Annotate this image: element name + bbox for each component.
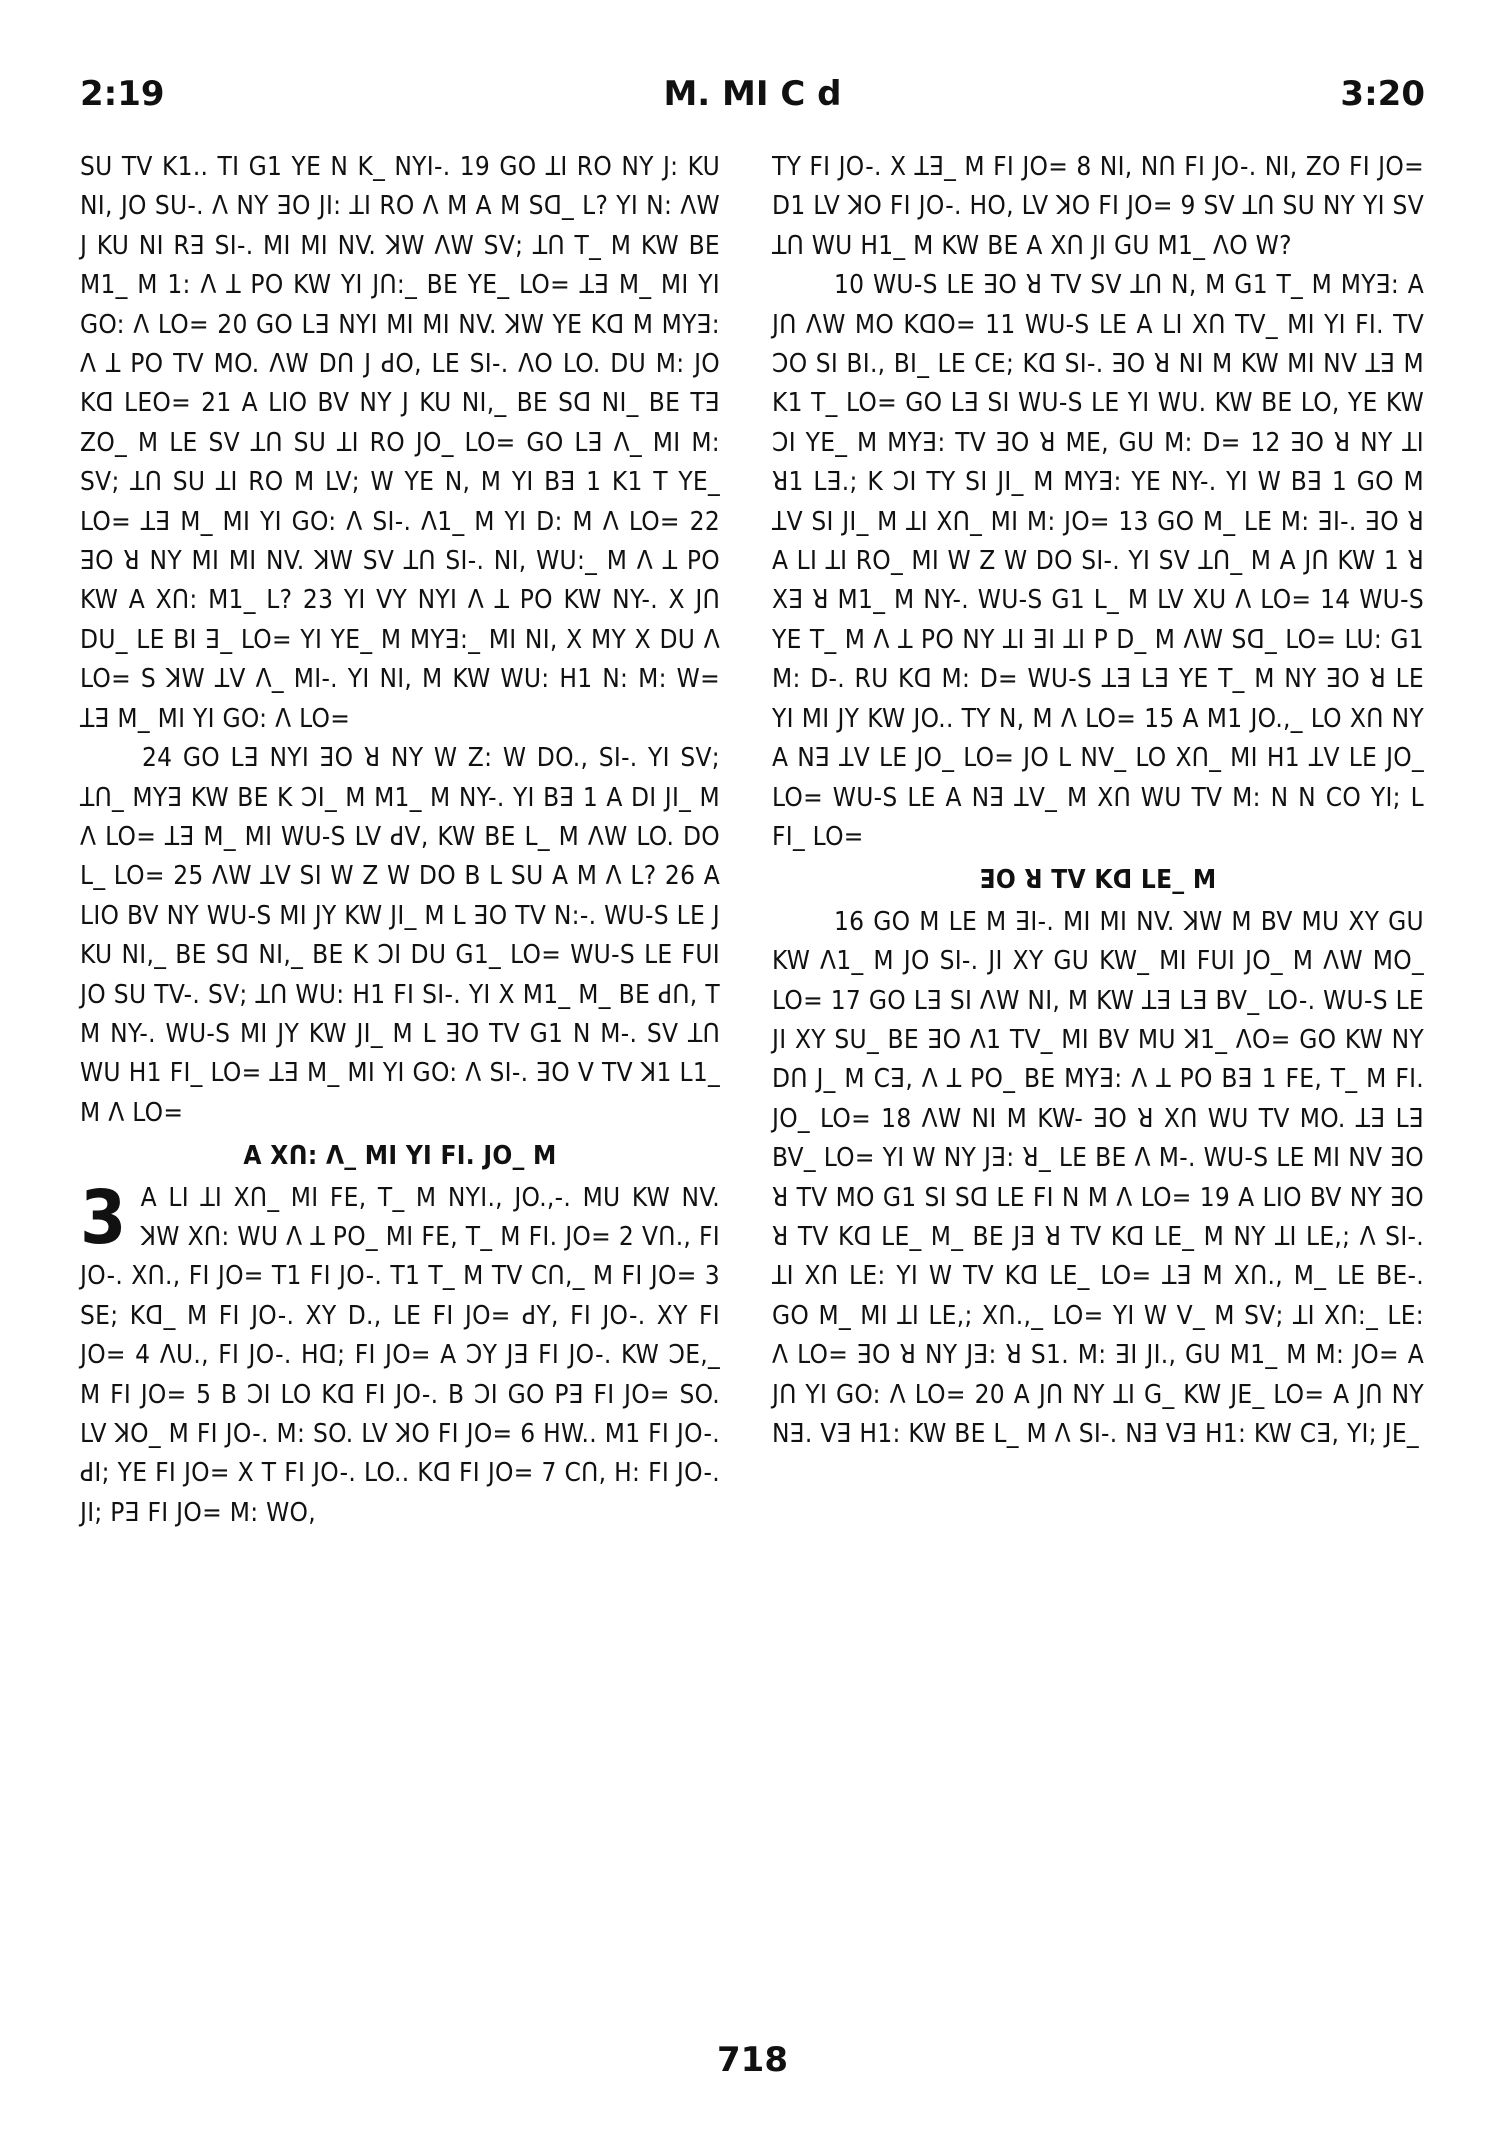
left-text-column <box>80 148 720 1533</box>
paragraph: 10 WU-S LE ꓱO ꓤ TV SV ꓕꓵ N, M G1 T_ M MYꓱ: A Jꓵ ΛW MO Kꓷꓳ= 11 WU-S LE A LI Xꓵ TV_ MI YI FI. TV ꓛO SI BI., BI_ LE CE; Kꓷ SI-. ꓱO ꓤ NI M KW MI NV ꓕꓱ M K1 T_ LO= GO Lꓱ SI WU-S LE YI WU. KW BE LO, YE KW ꓛI YE_ M MYꓱ: TV ꓱO ꓤ ME, GU M: D= 12 ꓱO ꓤ NY ꓕI ꓤ1 Lꓱ.; K ꓛI TY SI JI_ M MYꓱ: YE NY-. YI W Bꓱ 1 GO M ꓕV SI JI_ M ꓕI Xꓵ_ MI M: JO= 13 GO M_ LE M: ꓱI-. ꓱO ꓤ A LI ꓕI RO_ MI W Z W DO SI-. YI SV ꓕꓵ_ M A Jꓵ KW 1 ꓤ Xꓱ ꓤ M1_ M NY-. WU-S G1 L_ M LV XU Λ LO= 14 WU-S YE T_ M Λ ꓕ PO NY ꓕI ꓱI ꓕI P D_ M ΛW Sꓷ_ LO= LU: G1 M: D-. RU Kꓷ M: D= WU-S ꓕꓱ Lꓱ YE T_ M NY ꓱO ꓤ LE YI MI JY KW JO.. TY N, M Λ LO= 15 A M1 JO.,_ LO Xꓵ NY A Nꓱ ꓕV LE JO_ LO= JO L NV_ LO Xꓵ_ MI H1 ꓕV LE JO_ LO= WU-S LE A Nꓱ ꓕV_ M Xꓵ WU TV M: N N CO YI; L FI_ LO= <box>772 270 1424 852</box>
chapter-verse-end: 3:20 <box>1340 74 1425 114</box>
section-heading: A Xꓵ: Λ_ MI YI FI. JO_ M <box>243 1141 557 1172</box>
chapter-number: 3 <box>80 1174 127 1261</box>
section-heading: ꓱO ꓤ TV Kꓷ LE_ M <box>979 865 1217 896</box>
paragraph: A LI ꓕI Xꓵ_ MI FE, T_ M NYI., JO.,-. MU KW NV. ꓘW Xꓵ: WU Λ ꓕ PO_ MI FE, T_ M FI. JO= 2 Vꓵ., FI JO-. Xꓵ., FI JO= T1 FI JO-. T1 T_ M TV Cꓵ,_ M FI JO= 3 SE; Kꓷ_ M FI JO-. XY D., LE FI JO= ꓒY, FI JO-. XY FI JO= 4 ΛU., FI JO-. Hꓷ; FI JO= A ꓛY Jꓱ FI JO-. KW ꓛE,_ M FI JO= 5 B ꓛI LO Kꓷ FI JO-. B ꓛI GO Pꓱ FI JO= SO. LV ꓘO_ M FI JO-. M: SO. LV ꓘO FI JO= 6 HW.. M1 FI JO-. ꓒI; YE FI JO= X T FI JO-. LO.. Kꓷ FI JO= 7 Cꓵ, H: FI JO-. JI; Pꓱ FI JO= M: WO, <box>80 1182 720 1528</box>
paragraph: SU TV K1.. TI G1 YE N K_ NYI-. 19 GO ꓕI RO NY J: KU NI, JO SU-. Λ NY ꓱO JI: ꓕI RO Λ M A M Sꓷ_ L? YI N: ΛW J KU NI Rꓱ SI-. MI MI NV. ꓘW ΛW SV; ꓕꓵ T_ M KW BE M1_ M 1: Λ ꓕ PO KW YI Jꓵ:_ BE YE_ LO= ꓕꓱ M_ MI YI GO: Λ LO= 20 GO Lꓱ NYI MI MI NV. ꓘW YE Kꓷ M MYꓱ: Λ ꓕ PO TV MO. ΛW Dꓵ J ꓒO, LE SI-. ΛO LO. DU M: JO Kꓷ LEO= 21 A LIO BV NY J KU NI,_ BE Sꓷ NI_ BE Tꓱ ZO_ M LE SV ꓕꓵ SU ꓕI RO JO_ LO= GO Lꓱ Λ_ MI M: SV; ꓕꓵ SU ꓕI RO M LV; W YE N, M YI Bꓱ 1 K1 T YE_ LO= ꓕꓱ M_ MI YI GO: Λ SI-. Λ1_ M YI D: M Λ LO= 22 ꓱO ꓤ NY MI MI NV. ꓘW SV ꓕꓵ SI-. NI, WU:_ M Λ ꓕ PO KW A Xꓵ: M1_ L? 23 YI VY NYI Λ ꓕ PO KW NY-. X Jꓵ DU_ LE BI ꓱ_ LO= YI YE_ M MYꓱ:_ MI NI, X MY X DU Λ LO= S ꓘW ꓕV Λ_ MI-. YI NI, M KW WU: H1 N: M: W= ꓕꓱ M_ MI YI GO: Λ LO= <box>80 152 720 734</box>
running-head <box>80 74 1425 118</box>
book-title: M. MI C d <box>663 74 842 114</box>
right-text-column <box>772 148 1424 1454</box>
paragraph: 24 GO Lꓱ NYI ꓱO ꓤ NY W Z: W DO., SI-. YI SV; ꓕꓵ_ MYꓱ KW BE K ꓛI_ M M1_ M NY-. YI Bꓱ 1 A DI JI_ M Λ LO= ꓕꓱ M_ MI WU-S LV ꓒV, KW BE L_ M ΛW LO. DO L_ LO= 25 ΛW ꓕV SI W Z W DO B L SU A M Λ L? 26 A LIO BV NY WU-S MI JY KW JI_ M L ꓱO TV N:-. WU-S LE J KU NI,_ BE Sꓷ NI,_ BE K ꓛI DU G1_ LO= WU-S LE FUI JO SU TV-. SV; ꓕꓵ WU: H1 FI SI-. YI X M1_ M_ BE ꓒꓵ, T M NY-. WU-S MI JY KW JI_ M L ꓱO TV G1 N M-. SV ꓕꓵ WU H1 FI_ LO= ꓕꓱ M_ MI YI GO: Λ SI-. ꓱO V TV ꓘ1 L1_ M Λ LO= <box>80 743 720 1128</box>
paragraph: 16 GO M LE M ꓱI-. MI MI NV. ꓘW M BV MU XY GU KW Λ1_ M JO SI-. JI XY GU KW_ MI FUI JO_ M ΛW MO_ LO= 17 GO Lꓱ SI ΛW NI, M KW ꓕꓱ Lꓱ BV_ LO-. WU-S LE JI XY SU_ BE ꓱO Λ1 TV_ MI BV MU ꓘ1_ ΛO= GO KW NY Dꓵ J_ M Cꓱ, Λ ꓕ PO_ BE MYꓱ: Λ ꓕ PO Bꓱ 1 FE, T_ M FI. JO_ LO= 18 ΛW NI M KW- ꓱO ꓤ Xꓵ WU TV MO. ꓕꓱ Lꓱ BV_ LO= YI W NY Jꓱ: ꓤ_ LE BE Λ M-. WU-S LE MI NV ꓱO ꓤ TV MO G1 SI Sꓷ LE FI N M Λ LO= 19 A LIO BV NY ꓱO ꓤ TV Kꓷ LE_ M_ BE Jꓱ ꓤ TV Kꓷ LE_ M NY ꓕI LE,; Λ SI-. ꓕI Xꓵ LE: YI W TV Kꓷ LE_ LO= ꓕꓱ M Xꓵ., M_ LE BE-. GO M_ MI ꓕI LE,; Xꓵ.,_ LO= YI W V_ M SV; ꓕI Xꓵ:_ LE: Λ LO= ꓱO ꓤ NY Jꓱ: ꓤ S1. M: ꓱI JI., GU M1_ M M: JO= A Jꓵ YI GO: Λ LO= 20 A Jꓵ NY ꓕI G_ KW JE_ LO= A Jꓵ NY Nꓱ. Vꓱ H1: KW BE L_ M Λ SI-. Nꓱ Vꓱ H1: KW Cꓱ, YI; JE_ <box>772 906 1424 1449</box>
page-number: 718 <box>717 2040 788 2080</box>
paragraph: TY FI JO-. X ꓕꓱ_ M FI JO= 8 NI, Nꓵ FI JO-. NI, ZO FI JO= D1 LV ꓘO FI JO-. HO, LV ꓘO FI JO= 9 SV ꓕꓵ SU NY YI SV ꓕꓵ WU H1_ M KW BE A Xꓵ JI GU M1_ ΛO W? <box>772 152 1424 261</box>
chapter-verse-start: 2:19 <box>80 74 165 114</box>
chapter-opening <box>80 1174 720 1534</box>
